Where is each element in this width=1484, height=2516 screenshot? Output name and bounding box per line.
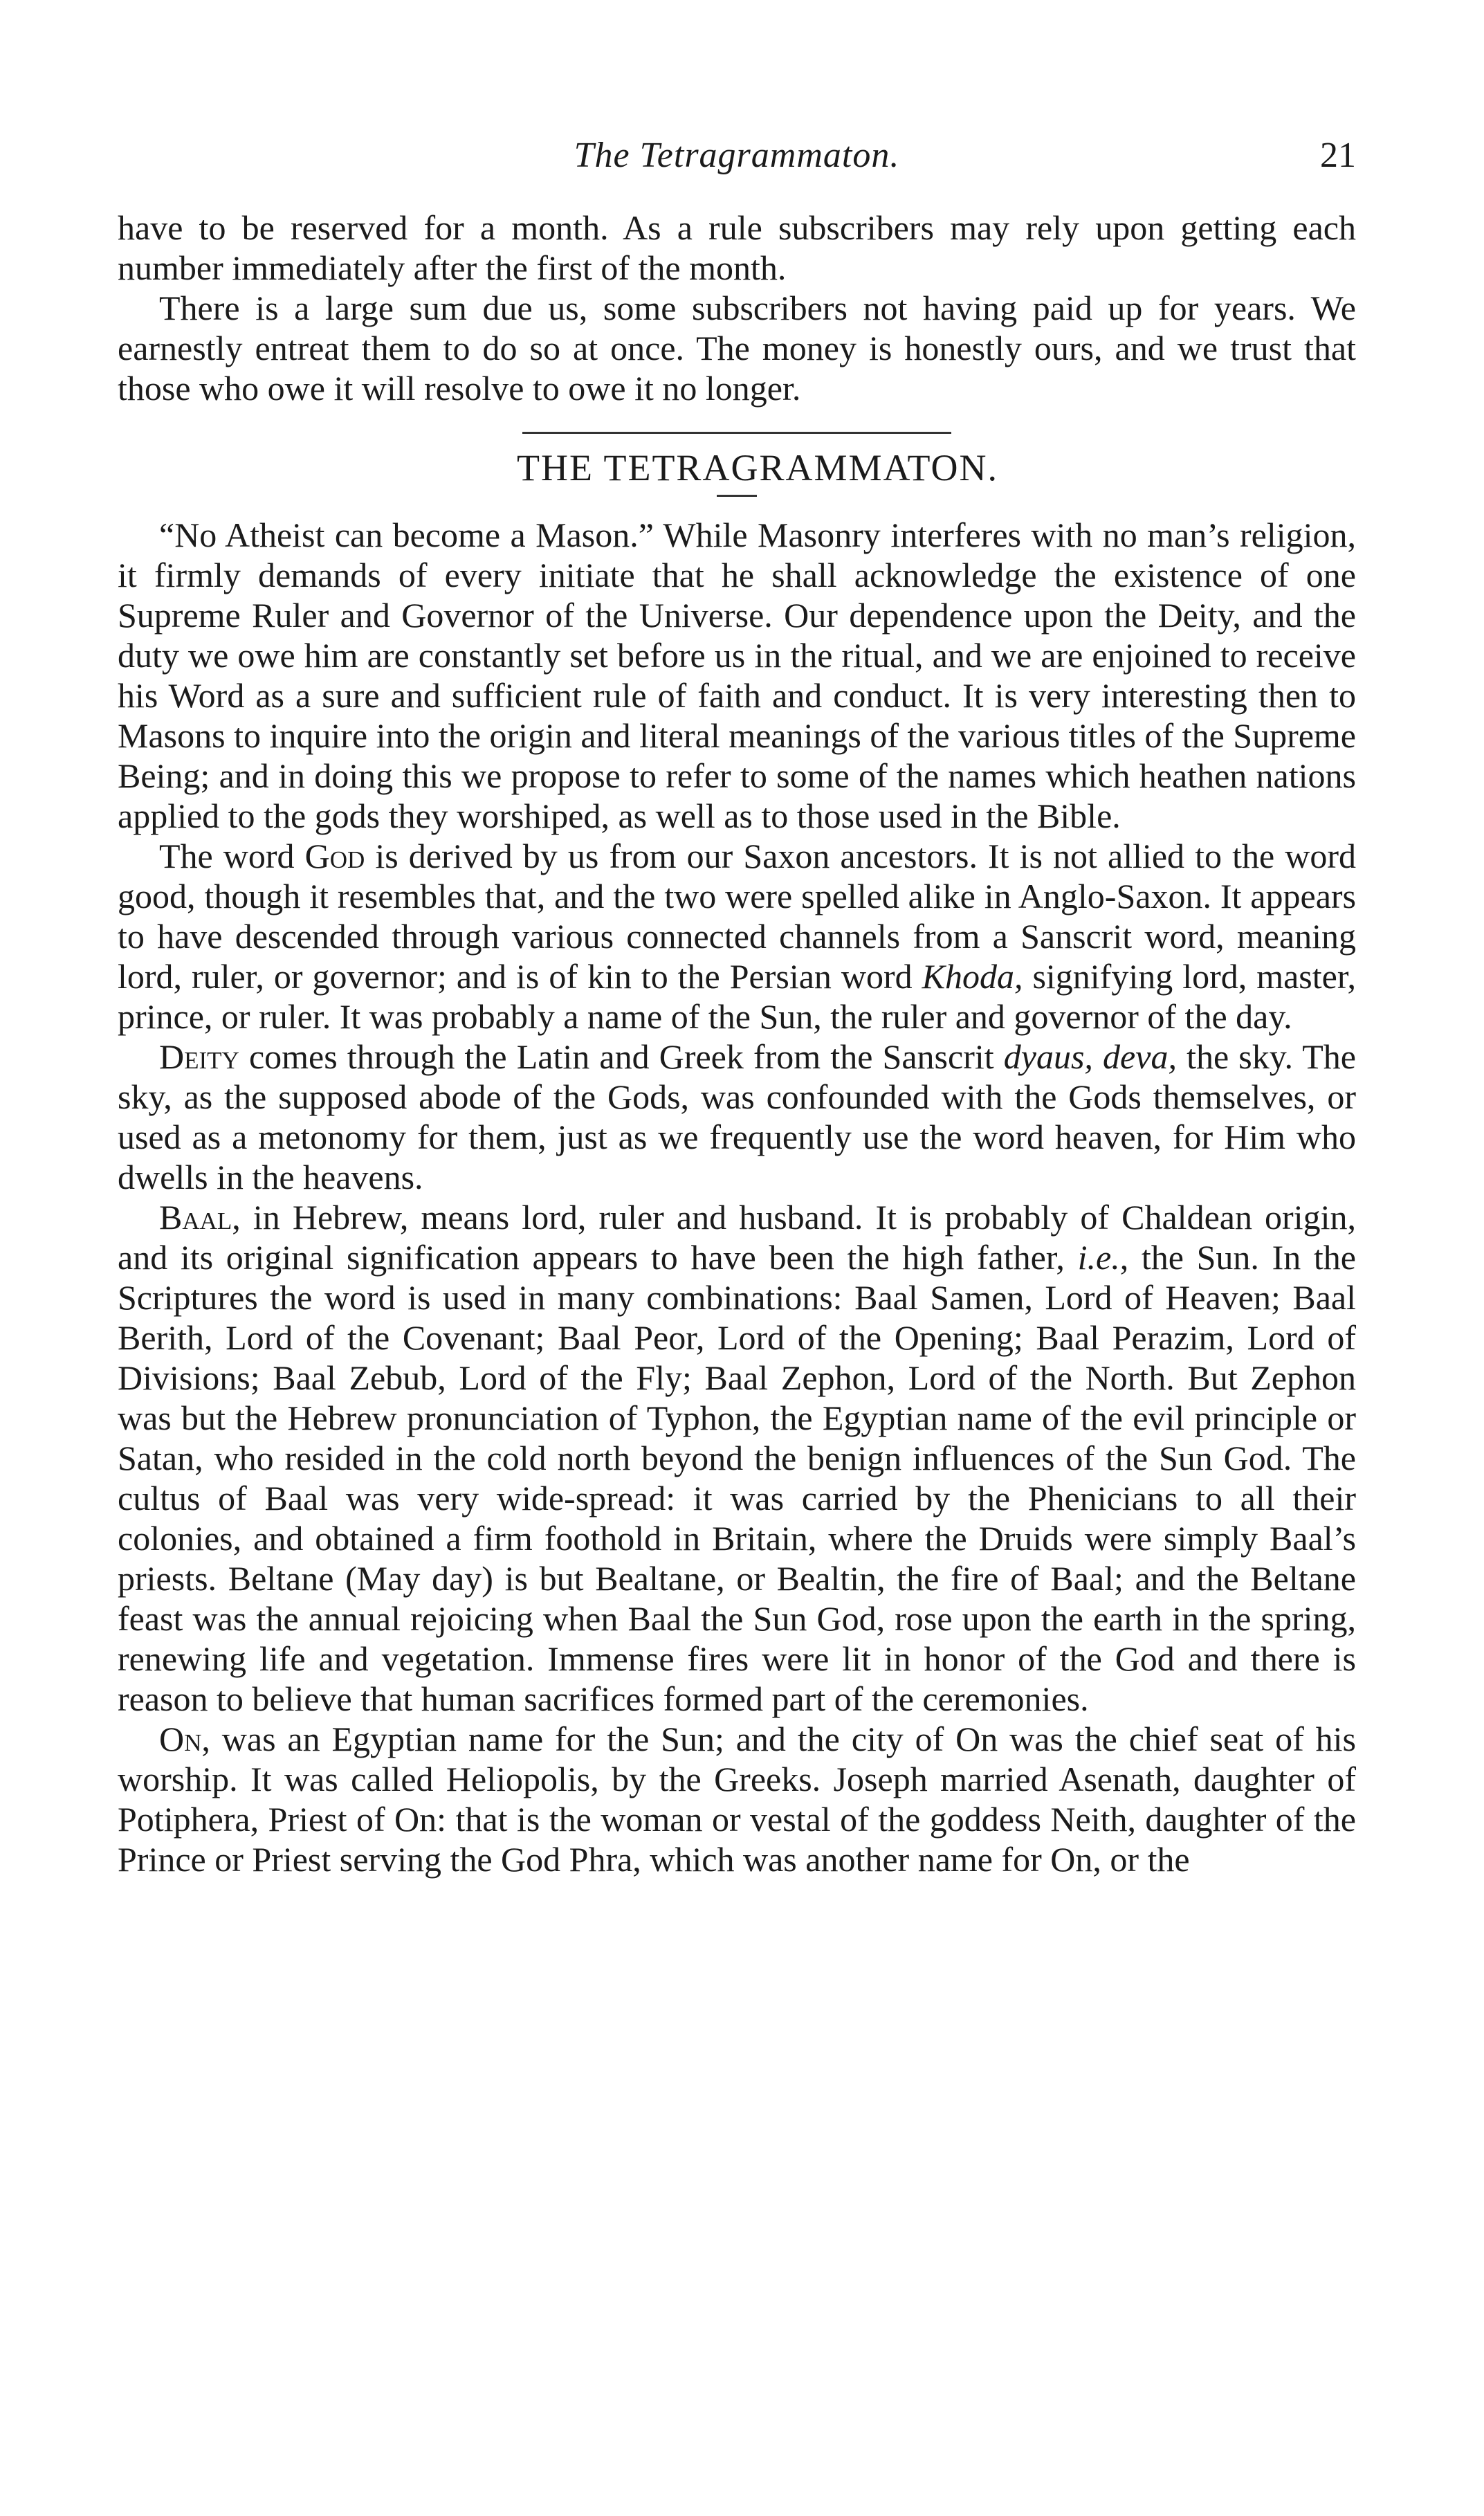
article-paragraph-deity	[118, 1037, 1356, 1197]
intro-paragraph-dues: There is a large sum due us, some subscribers not having paid up for years. We earnestly entreat them to do so at once. The money is honestly ours, and we trust that those who owe it will resolve to owe it no longer.	[118, 289, 1356, 408]
term-baal: Baal	[159, 1198, 232, 1237]
term-on: On	[159, 1720, 202, 1758]
article-paragraph-baal	[118, 1197, 1356, 1719]
text-run: comes through the Latin and Greek from the Sanscrit	[239, 1037, 1004, 1076]
article-paragraph-on	[118, 1719, 1356, 1879]
text-run: , in Hebrew, means lord, ruler and husband. It is probably of Chaldean origin, and its original signification appears to have been the high father,	[118, 1198, 1356, 1277]
term-god: God	[304, 837, 365, 875]
text-run: The word	[159, 837, 305, 875]
article-paragraph-god	[118, 836, 1356, 1037]
section-divider	[522, 432, 951, 434]
italic-ie: i.e.	[1077, 1238, 1120, 1277]
running-title: The Tetragrammaton.	[574, 136, 900, 175]
title-rule	[717, 495, 757, 497]
text-run: the sky. The sky, as the supposed abode of the Gods, was confounded with the Gods themselves, or used as a metonomy for them, just as we frequently use the word heaven, for Him who dwells in the heavens.	[118, 1037, 1356, 1196]
page-number: 21	[1320, 136, 1356, 175]
text-run: signifying lord, master, prince, or ruler. It was probably a name of the Sun, the ruler and governor of the day.	[118, 957, 1356, 1036]
text-run: , the Sun. In the Scriptures the word is used in many combinations: Baal Samen, Lord of Heaven; Baal Berith, Lord of the Covenant; Baal Peor, Lord of the Opening; Baal Perazim, Lord of Divisions; Baal Zebub, Lord of the Fly; Baal Zephon, Lord of the North. But Zephon was but the Hebrew pronunciation of Typhon, the Egyptian name of the evil principle or Satan, who resided in the cold north beyond the benign influences of the Sun God. The cultus of Baal was very wide-spread: it was carried by the Phenicians to all their colonies, and obtained a firm foothold in Britain, where the Druids were simply Baal’s priests. Beltane (May day) is but Bealtane, or Bealtin, the fire of Baal; and the Beltane feast was the annual rejoicing when Baal the Sun God, rose upon the earth in the spring, renewing life and vegetation. Immense fires were lit in honor of the God and there is reason to believe that human sacrifices formed part of the ceremonies.	[118, 1238, 1356, 1718]
article-paragraph-atheist: “No Atheist can become a Mason.” While Masonry interferes with no man’s religion, it firmly demands of every initiate that he shall acknowledge the existence of one Supreme Ruler and Governor of the Universe. Our dependence upon the Deity, and the duty we owe him are constantly set before us in the ritual, and we are enjoined to receive his Word as a sure and sufficient rule of faith and conduct. It is very interesting then to Masons to inquire into the origin and literal meanings of the various titles of the Supreme Being; and in doing this we propose to refer to some of the names which heathen nations applied to the gods they worshiped, as well as to those used in the Bible.	[118, 516, 1356, 835]
page-body	[118, 208, 1356, 1879]
text-run: , was an Egyptian name for the Sun; and the city of On was the chief seat of his worship. It was called Heliopolis, by the Greeks. Joseph married Asenath, daughter of Potiphera, Priest of On: that is the woman or vestal of the goddess Neith, daughter of the Prince or Priest serving the God Phra, which was another name for On, or the	[118, 1720, 1356, 1879]
intro-paragraph-continued: have to be reserved for a month. As a rule subscribers may rely upon getting each number immediately after the first of the month.	[118, 208, 1356, 287]
term-deity: Deity	[159, 1037, 239, 1076]
page-header	[118, 135, 1356, 197]
text-run: is derived by us from our Saxon ancestors. It is not allied to the word good, though it resembles that, and the two were spelled alike in Anglo-Saxon. It appears to have descended through various connected channels from a Sanscrit word, meaning lord, ruler, or governor; and is of kin to the Persian word	[118, 837, 1356, 996]
italic-khoda: Khoda,	[922, 957, 1023, 996]
article-title: THE TETRAGRAMMATON.	[516, 447, 999, 489]
italic-dyaus-deva: dyaus, deva,	[1003, 1037, 1177, 1076]
